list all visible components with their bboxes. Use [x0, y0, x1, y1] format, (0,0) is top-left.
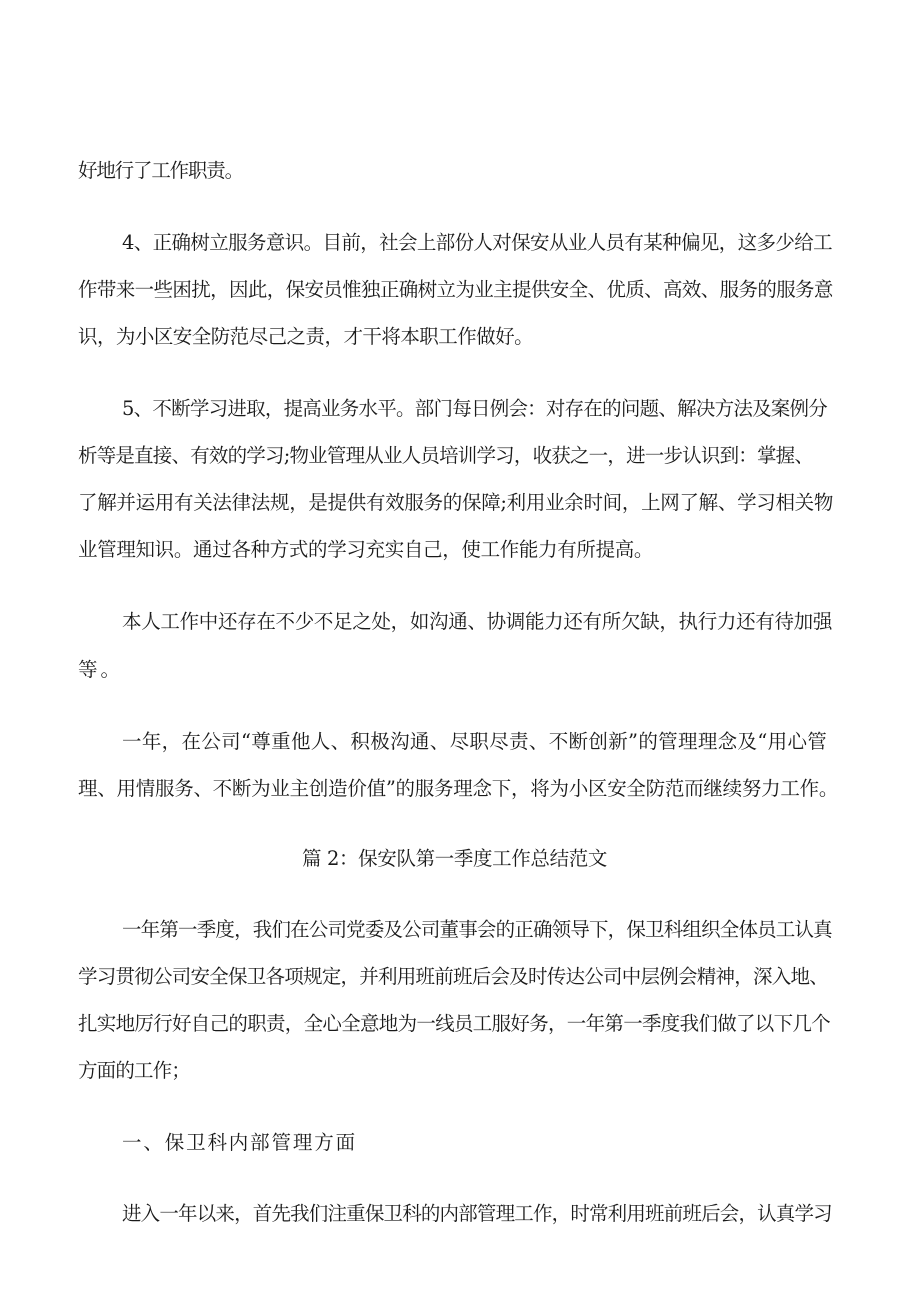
line-text: 了解并运用有关法律法规，是提供有效服务的保障;利用业余时间，上网了解、学习相关物: [78, 491, 834, 514]
line-text: 扎实地厉行好自己的职责，全心全意地为一线员工服好务，一年第一季度我们做了以下几个: [78, 1012, 831, 1035]
line-text: 业管理知识。通过各种方式的学习充实自己，使工作能力有所提高。: [78, 538, 654, 561]
line-text: 等。: [78, 658, 123, 681]
line-text: 一年第一季度，我们在公司党委及公司董事会的正确领导下，保卫科组织全体员工认真: [122, 918, 832, 941]
line-text: 作带来一些困扰，因此，保安员惟独正确树立为业主提供安全、优质、高效、服务的服务意: [78, 278, 833, 301]
line-text: 好地行了工作职责。: [78, 159, 243, 182]
line-text: 4、正确树立服务意识。目前，社会上部份人对保安从业人员有某种偏见，这多少给工: [122, 231, 832, 254]
line-text: 理、用情服务、不断为业主创造价值”的服务理念下，将为小区安全防范而继续努力工作。: [78, 777, 839, 800]
line-text: 析等是直接、有效的学习;物业管理从业人员培训学习，收获之一，进一步认识到：掌握、: [78, 444, 814, 467]
heading-text: 篇 2：保安队第一季度工作总结范文: [302, 847, 607, 870]
line-text: 5、不断学习进取，提高业务水平。部门每日例会：对存在的问题、解决方法及案例分: [122, 397, 828, 420]
line-text: 学习贯彻公司安全保卫各项规定，并利用班前班后会及时传达公司中层例会精神，深入地、: [78, 965, 829, 988]
line-text: 方面的工作；: [78, 1059, 190, 1082]
line-text: 识，为小区安全防范尽己之责，才干将本职工作做好。: [78, 325, 534, 348]
line-text: 一年，在公司“尊重他人、积极沟通、尽职尽责、不断创新”的管理理念及“用心管: [122, 730, 828, 753]
line-text: 一、保卫科内部管理方面: [122, 1131, 357, 1154]
line-text: 进入一年以来，首先我们注重保卫科的内部管理工作，时常利用班前班后会，认真学习: [122, 1202, 832, 1225]
line-text: 本人工作中还存在不少不足之处，如沟通、协调能力还有所欠缺，执行力还有待加强: [122, 610, 833, 633]
